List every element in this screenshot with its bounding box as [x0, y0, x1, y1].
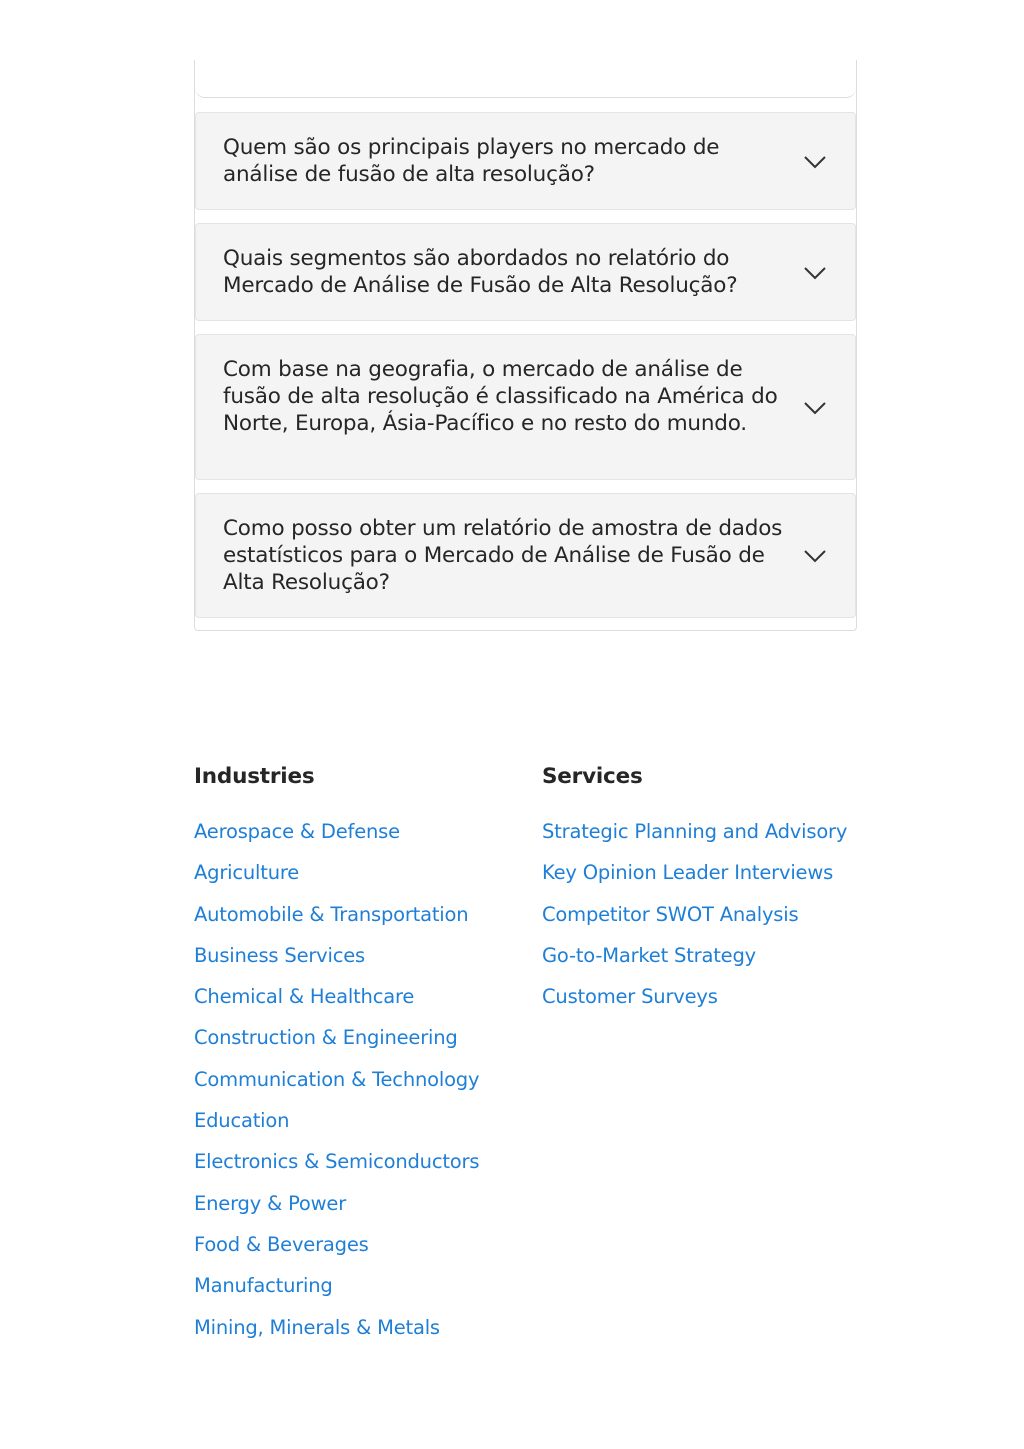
industry-link[interactable]: Manufacturing [194, 1274, 333, 1298]
industry-link[interactable]: Electronics & Semiconductors [194, 1150, 480, 1174]
list-item [194, 817, 479, 858]
faq-item-4[interactable] [195, 493, 856, 618]
industry-link[interactable]: Agriculture [194, 861, 300, 885]
service-link[interactable]: Go-to-Market Strategy [542, 943, 756, 967]
list-item [194, 1230, 479, 1271]
industry-link[interactable]: Education [194, 1109, 290, 1133]
industry-link[interactable]: Mining, Minerals & Metals [194, 1315, 440, 1339]
industry-link[interactable]: Energy & Power [194, 1191, 347, 1215]
faq-answer-panel [195, 60, 856, 98]
industries-list [194, 817, 479, 1354]
industry-link[interactable]: Aerospace & Defense [194, 820, 400, 843]
faq-item-2[interactable] [195, 223, 856, 321]
list-item [542, 900, 847, 941]
industry-link[interactable]: Food & Beverages [194, 1232, 369, 1256]
faq-question: Quais segmentos são abordados no relatório do Mercado de Análise de Fusão de Alta Resolução? [223, 246, 738, 298]
industry-link[interactable]: Automobile & Transportation [194, 902, 469, 926]
list-item [194, 1271, 479, 1312]
services-list [542, 817, 847, 1023]
list-item [194, 1313, 479, 1354]
services-heading: Services [542, 764, 643, 789]
list-item [542, 982, 847, 1023]
list-item [542, 941, 847, 982]
list-item [542, 858, 847, 899]
list-item [194, 941, 479, 982]
list-item [194, 900, 479, 941]
chevron-down-icon [803, 155, 827, 169]
list-item [194, 1147, 479, 1188]
footer-services [542, 760, 847, 1023]
service-link[interactable]: Key Opinion Leader Interviews [542, 861, 834, 885]
list-item [194, 1023, 479, 1064]
list-item [194, 1106, 479, 1147]
chevron-down-icon [803, 549, 827, 563]
faq-question: Quem são os principais players no mercado de análise de fusão de alta resolução? [223, 135, 720, 187]
faq-accordion [194, 60, 857, 631]
footer-industries [194, 760, 479, 1354]
list-item [194, 1189, 479, 1230]
faq-item-3[interactable] [195, 334, 856, 480]
industries-heading: Industries [194, 764, 315, 789]
service-link[interactable]: Strategic Planning and Advisory [542, 820, 848, 843]
industry-link[interactable]: Construction & Engineering [194, 1026, 458, 1050]
faq-item-1[interactable] [195, 112, 856, 210]
chevron-down-icon [803, 266, 827, 280]
service-link[interactable]: Customer Surveys [542, 985, 718, 1009]
list-item [542, 817, 847, 858]
list-item [194, 858, 479, 899]
list-item [194, 982, 479, 1023]
service-link[interactable]: Competitor SWOT Analysis [542, 902, 799, 926]
chevron-down-icon [803, 401, 827, 415]
industry-link[interactable]: Chemical & Healthcare [194, 985, 415, 1009]
faq-question: Como posso obter um relatório de amostra de dados estatísticos para o Mercado de Análise de Fusão de Alta Resolução? [223, 516, 783, 595]
list-item [194, 1065, 479, 1106]
industry-link[interactable]: Business Services [194, 943, 366, 967]
industry-link[interactable]: Communication & Technology [194, 1067, 480, 1091]
faq-question: Com base na geografia, o mercado de análise de fusão de alta resolução é classificado na América do Norte, Europa, Ásia-Pacífico e no resto do mundo. [223, 357, 778, 436]
